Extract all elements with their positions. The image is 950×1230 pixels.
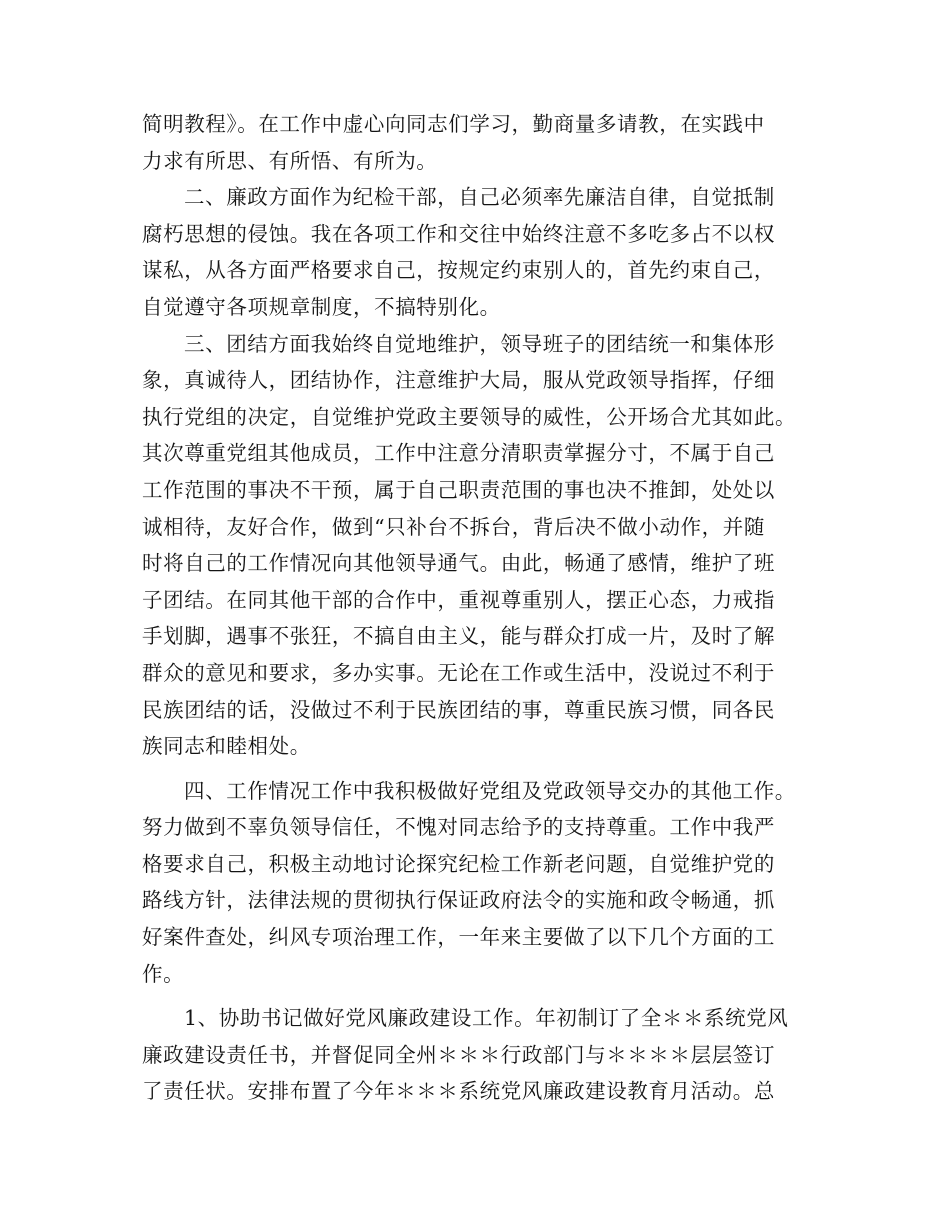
text-line: 二、廉政方面作为纪检干部，自己必须率先廉洁自律，自觉抵制 bbox=[184, 185, 775, 210]
paragraph-gap bbox=[142, 992, 810, 1000]
text-line: 子团结。在同其他干部的合作中，重视尊重别人，摆正心态，力戒指 bbox=[142, 587, 775, 612]
paragraph bbox=[142, 773, 810, 993]
text-line: 执行党组的决定，自觉维护党政主要领导的威性，公开场合尤其如此。 bbox=[142, 404, 797, 429]
text-line: 诚相待，友好合作，做到“只补台不拆台，背后决不做小动作，并随 bbox=[142, 514, 765, 539]
text-line: 自觉遵守各项规章制度，不搞特别化。 bbox=[142, 294, 501, 319]
text-line: 象，真诚待人，团结协作，注意维护大局，服从党政领导指挥，仔细 bbox=[142, 368, 775, 393]
text-line: 廉政建设责任书，并督促同全州＊＊＊行政部门与＊＊＊＊层层签订 bbox=[142, 1042, 775, 1067]
text-line: 好案件查处，纠风专项治理工作，一年来主要做了以下几个方面的工 bbox=[142, 925, 775, 950]
paragraph bbox=[142, 179, 810, 325]
text-line: 时将自己的工作情况向其他领导通气。由此，畅通了感情，维护了班 bbox=[142, 551, 775, 576]
text-line: 手划脚，遇事不张狂，不搞自由主义，能与群众打成一片，及时了解 bbox=[142, 624, 775, 649]
text-line: 简明教程》。在工作中虚心向同志们学习，勤商量多请教，在实践中 bbox=[142, 112, 765, 136]
text-line: 了责任状。安排布置了今年＊＊＊系统党风廉政建设教育月活动。总 bbox=[142, 1079, 775, 1104]
text-line: 力求有所思、有所悟、有所为。 bbox=[142, 148, 438, 173]
text-line: 四、工作情况工作中我积极做好党组及党政领导交办的其他工作。 bbox=[184, 778, 796, 803]
paragraph-gap bbox=[142, 765, 810, 773]
text-line: 族同志和睦相处。 bbox=[142, 734, 311, 759]
paragraph bbox=[142, 326, 810, 765]
text-line: 路线方针，法律法规的贯彻执行保证政府法令的实施和政令畅通，抓 bbox=[142, 888, 775, 913]
text-line: 谋私，从各方面严格要求自己，按规定约束别人的，首先约束自己， bbox=[142, 258, 775, 283]
paragraph bbox=[142, 1000, 810, 1110]
text-line: 群众的意见和要求，多办实事。无论在工作或生活中，没说过不利于 bbox=[142, 660, 775, 685]
text-line: 其次尊重党组其他成员，工作中注意分清职责掌握分寸，不属于自己 bbox=[142, 441, 775, 466]
text-line: 1、协助书记做好党风廉政建设工作。年初制订了全＊＊系统党风 bbox=[184, 1006, 789, 1031]
text-line: 三、团结方面我始终自觉地维护，领导班子的团结统一和集体形 bbox=[184, 331, 775, 356]
text-line: 作。 bbox=[142, 961, 185, 986]
text-line: 腐朽思想的侵蚀。我在各项工作和交往中始终注意不多吃多占不以权 bbox=[142, 221, 775, 246]
paragraph bbox=[142, 106, 810, 179]
text-line: 格要求自己，积极主动地讨论探究纪检工作新老问题，自觉维护党的 bbox=[142, 851, 775, 876]
text-line: 努力做到不辜负领导信任，不愧对同志给予的支持尊重。工作中我严 bbox=[142, 815, 775, 840]
text-line: 民族团结的话，没做过不利于民族团结的事，尊重民族习惯，同各民 bbox=[142, 697, 775, 722]
document-body bbox=[142, 106, 810, 1110]
text-line: 工作范围的事决不干预，属于自己职责范围的事也决不推卸，处处以 bbox=[142, 477, 775, 502]
